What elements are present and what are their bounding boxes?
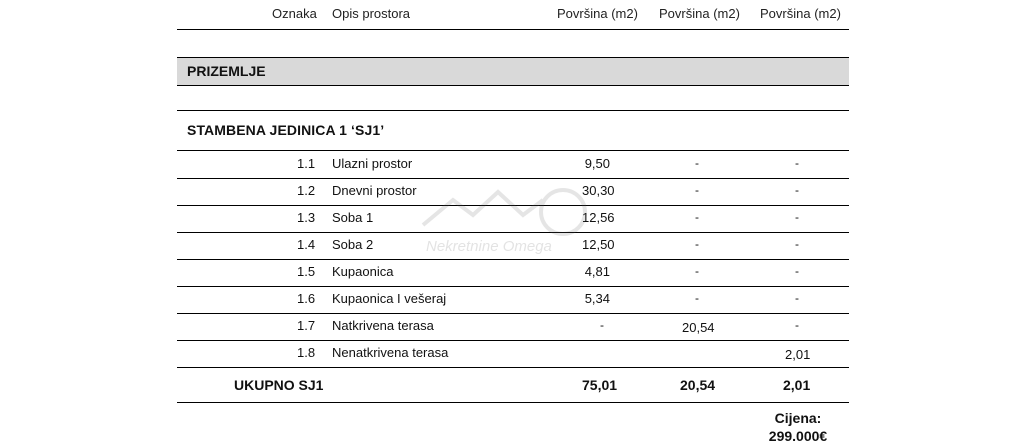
row-description: Kupaonica <box>332 264 394 279</box>
row-area-2: - <box>695 156 699 170</box>
row-code: 1.7 <box>297 318 316 333</box>
price-label: Cijena: <box>774 410 822 426</box>
row-area-3: - <box>795 183 799 197</box>
row-description: Ulazni prostor <box>332 156 413 171</box>
row-description: Soba 2 <box>332 237 374 252</box>
total-area-1: 75,01 <box>582 377 618 393</box>
price-value: 299.000€ <box>768 428 828 444</box>
header-divider <box>177 29 849 30</box>
section-divider <box>177 110 849 111</box>
row-area-3: - <box>795 264 799 278</box>
row-code: 1.2 <box>297 183 316 198</box>
header-area-1: Površina (m2) <box>557 6 638 21</box>
row-description: Soba 1 <box>332 210 374 225</box>
table-row <box>177 286 849 314</box>
section-bar <box>177 57 849 86</box>
header-code: Oznaka <box>272 6 317 21</box>
header-area-3: Površina (m2) <box>760 6 841 21</box>
row-area-1: 5,34 <box>584 291 610 306</box>
mountain-logo-icon <box>418 180 615 240</box>
row-code: 1.4 <box>297 237 316 252</box>
row-area-1: 9,50 <box>584 156 610 171</box>
price-block <box>760 409 836 445</box>
row-code: 1.5 <box>297 264 316 279</box>
row-area-1: 12,50 <box>582 237 615 252</box>
row-area-3: - <box>795 291 799 305</box>
row-area-1: 30,30 <box>582 183 615 198</box>
total-area-2: 20,54 <box>680 377 716 393</box>
row-description: Natkrivena terasa <box>332 318 434 333</box>
row-area-3: - <box>795 237 799 251</box>
total-row <box>177 368 849 403</box>
total-area-3: 2,01 <box>783 377 811 393</box>
row-area-3: - <box>795 210 799 224</box>
row-description: Nenatkrivena terasa <box>332 345 449 360</box>
row-area-1: 4,81 <box>584 264 610 279</box>
row-code: 1.8 <box>297 345 316 360</box>
row-code: 1.1 <box>297 156 316 171</box>
row-area-1: - <box>600 318 604 332</box>
watermark-logo <box>418 180 615 270</box>
row-area-3: 2,01 <box>785 347 811 362</box>
section-title: PRIZEMLJE <box>187 63 266 79</box>
row-code: 1.3 <box>297 210 316 225</box>
row-area-2: 20,54 <box>682 320 715 335</box>
row-area-2: - <box>695 210 699 224</box>
row-area-3: - <box>795 318 799 332</box>
row-area-2: - <box>695 264 699 278</box>
row-description: Dnevni prostor <box>332 183 417 198</box>
row-description: Kupaonica I vešeraj <box>332 291 447 306</box>
row-area-2: - <box>695 291 699 305</box>
unit-title: STAMBENA JEDINICA 1 ‘SJ1’ <box>187 122 385 138</box>
header-description: Opis prostora <box>332 6 411 21</box>
watermark-text: Nekretnine Omega <box>426 238 552 255</box>
row-area-1: 12,56 <box>582 210 615 225</box>
header-area-2: Površina (m2) <box>659 6 740 21</box>
row-area-2: - <box>695 237 699 251</box>
table-row <box>177 313 849 341</box>
row-area-3: - <box>795 156 799 170</box>
table-row <box>177 151 849 179</box>
row-code: 1.6 <box>297 291 316 306</box>
total-label: UKUPNO SJ1 <box>234 377 324 393</box>
row-area-2: - <box>695 183 699 197</box>
table-row <box>177 340 849 368</box>
